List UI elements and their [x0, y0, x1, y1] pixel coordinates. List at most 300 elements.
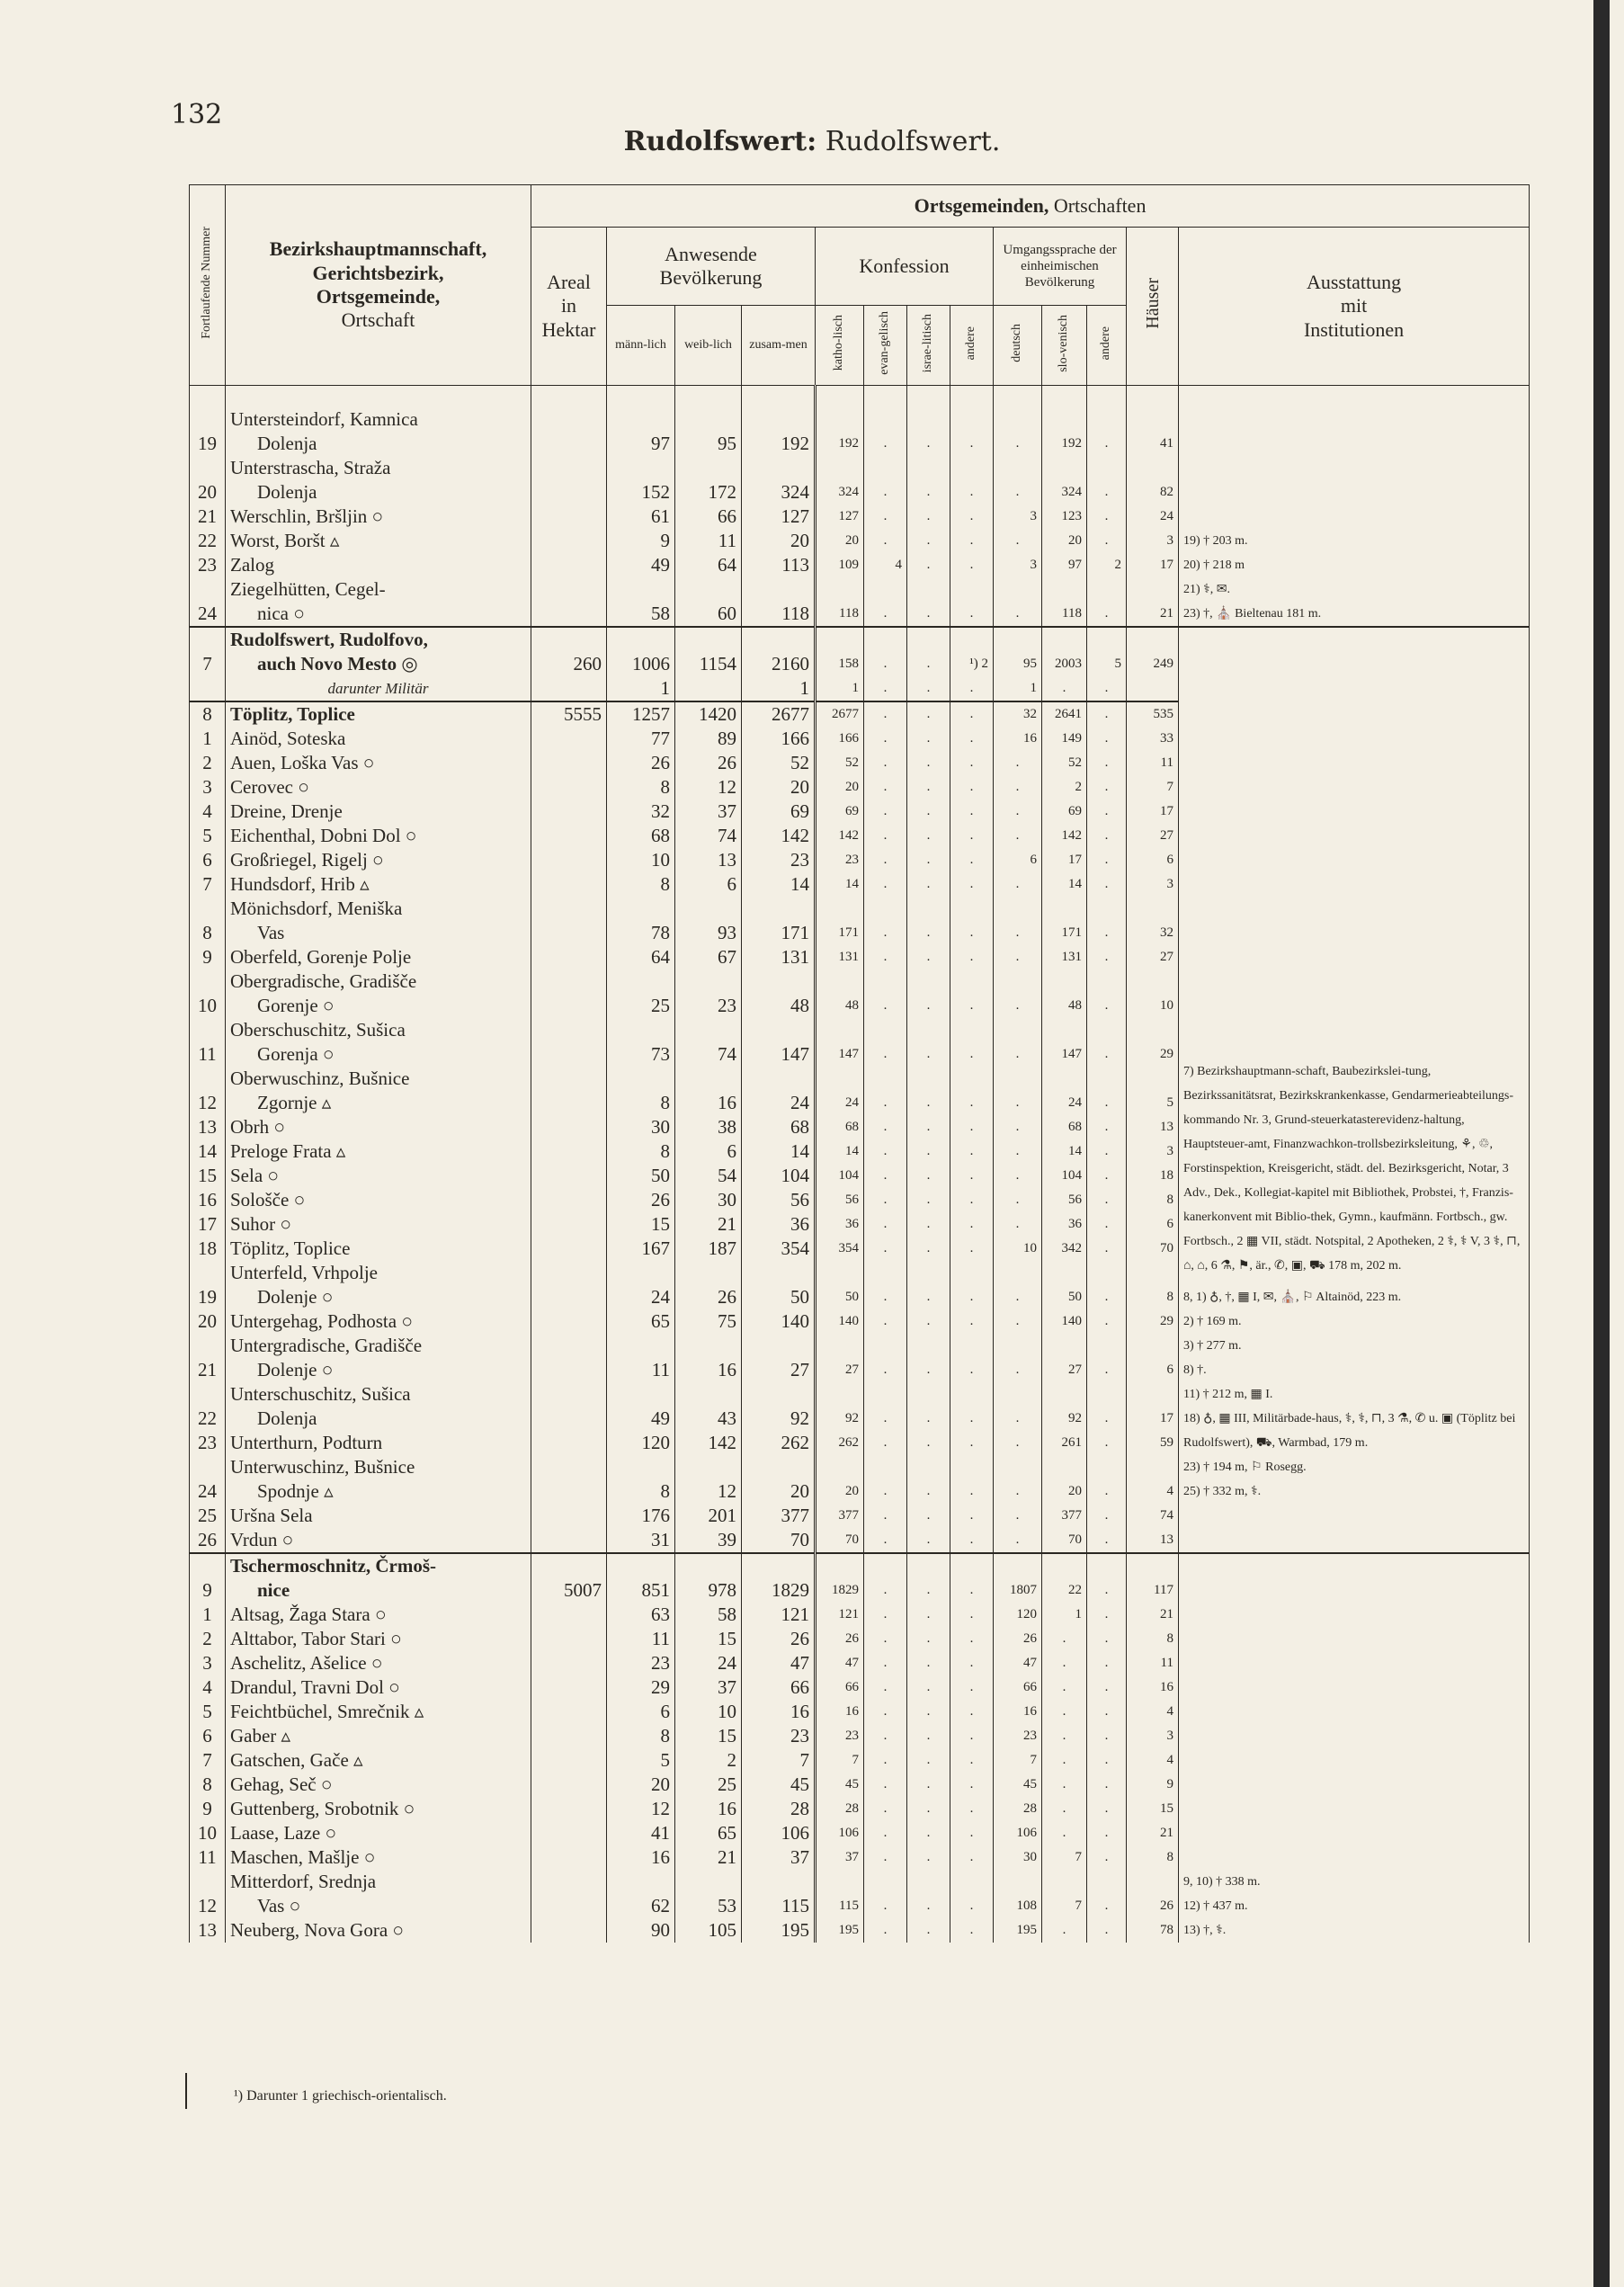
place-name-line1: Feichtbüchel, Smrečnik ▵ — [230, 1701, 424, 1722]
slovenisch-value: 24 — [1042, 1067, 1087, 1115]
place-name-line1: Oberschuschitz, Sušica — [230, 1019, 406, 1041]
place-name-line1: Oberfeld, Gorenje Polje — [230, 946, 412, 968]
haeuser-value: 11 — [1127, 751, 1179, 775]
header-konfession: Konfession — [816, 228, 994, 306]
place-name-line2: Dolenje ○ — [257, 1359, 334, 1380]
weiblich-value: 30 — [675, 1188, 742, 1212]
andere-sprache-value: . — [1087, 1018, 1127, 1067]
row-number: 21 — [190, 505, 226, 529]
slovenisch-value: 1 — [1042, 1603, 1087, 1627]
row-number: 5 — [190, 824, 226, 848]
haeuser-value: 17 — [1127, 800, 1179, 824]
place-name — [226, 577, 531, 627]
row-number — [190, 676, 226, 701]
zusammen-value: 262 — [742, 1431, 816, 1455]
place-name — [226, 1334, 531, 1382]
place-name-line1: Untersteindorf, Kamnica — [230, 408, 418, 430]
israelitisch-value: . — [907, 800, 950, 824]
table-row — [190, 627, 1530, 676]
andere-sprache-value: . — [1087, 872, 1127, 897]
place-name — [226, 872, 531, 897]
andere-konfession-value: . — [950, 456, 994, 505]
row-number: 3 — [190, 1651, 226, 1675]
maennlich-value: 10 — [607, 848, 675, 872]
andere-sprache-value: . — [1087, 727, 1127, 751]
andere-konfession-value: . — [950, 1334, 994, 1382]
page-number: 132 — [171, 99, 223, 130]
place-name-line1: Neuberg, Nova Gora ○ — [230, 1919, 405, 1941]
slovenisch-value: . — [1042, 1724, 1087, 1748]
maennlich-value: 29 — [607, 1675, 675, 1700]
maennlich-value: 64 — [607, 945, 675, 969]
deutsch-value: . — [994, 1067, 1042, 1115]
zusammen-value: 28 — [742, 1797, 816, 1821]
place-name — [226, 1504, 531, 1528]
areal-value — [531, 945, 607, 969]
haeuser-value: 18 — [1127, 1164, 1179, 1188]
place-name-line2: Gorenje ○ — [257, 995, 335, 1016]
slovenisch-value: . — [1042, 1773, 1087, 1797]
row-number: 21 — [190, 1334, 226, 1382]
deutsch-value: . — [994, 529, 1042, 553]
zusammen-value: 140 — [742, 1309, 816, 1334]
header-anwesende: Anwesende Bevölkerung — [607, 228, 816, 306]
israelitisch-value: . — [907, 1675, 950, 1700]
slovenisch-value: 48 — [1042, 969, 1087, 1018]
zusammen-value: 24 — [742, 1067, 816, 1115]
evangelisch-value: . — [864, 1139, 907, 1164]
zusammen-value: 171 — [742, 897, 816, 945]
maennlich-value: 24 — [607, 1261, 675, 1309]
place-name — [226, 1212, 531, 1237]
areal-value — [531, 1018, 607, 1067]
deutsch-value: 3 — [994, 553, 1042, 577]
page-title — [0, 126, 1624, 157]
row-number: 20 — [190, 456, 226, 505]
andere-sprache-value: . — [1087, 1797, 1127, 1821]
andere-sprache-value: . — [1087, 800, 1127, 824]
israelitisch-value: . — [907, 775, 950, 800]
slovenisch-value: 118 — [1042, 577, 1087, 627]
haeuser-value: 8 — [1127, 1845, 1179, 1870]
israelitisch-value: . — [907, 1139, 950, 1164]
place-name — [226, 1261, 531, 1309]
deutsch-value: 6 — [994, 848, 1042, 872]
slovenisch-value: 56 — [1042, 1188, 1087, 1212]
row-number: 18 — [190, 1237, 226, 1261]
areal-value — [531, 872, 607, 897]
maennlich-value: 176 — [607, 1504, 675, 1528]
row-number: 8 — [190, 701, 226, 727]
areal-value: 5555 — [531, 701, 607, 727]
zusammen-value: 68 — [742, 1115, 816, 1139]
weiblich-value: 74 — [675, 1018, 742, 1067]
andere-konfession-value: . — [950, 1115, 994, 1139]
israelitisch-value: . — [907, 1504, 950, 1528]
maennlich-value: 77 — [607, 727, 675, 751]
andere-sprache-value: . — [1087, 1139, 1127, 1164]
israelitisch-value: . — [907, 1212, 950, 1237]
place-name-line1: Worst, Boršt ▵ — [230, 530, 340, 551]
israelitisch-value: . — [907, 1528, 950, 1553]
maennlich-value: 65 — [607, 1309, 675, 1334]
evangelisch-value: . — [864, 848, 907, 872]
andere-sprache-value: . — [1087, 1773, 1127, 1797]
col-katholisch: katho-lisch — [816, 306, 864, 386]
evangelisch-value: . — [864, 529, 907, 553]
areal-value — [531, 1528, 607, 1553]
evangelisch-value: 4 — [864, 553, 907, 577]
row-number: 8 — [190, 1773, 226, 1797]
zusammen-value: 36 — [742, 1212, 816, 1237]
zusammen-value: 106 — [742, 1821, 816, 1845]
weiblich-value: 26 — [675, 1261, 742, 1309]
israelitisch-value: . — [907, 897, 950, 945]
slovenisch-value: . — [1042, 1651, 1087, 1675]
areal-value: 5007 — [531, 1553, 607, 1603]
place-name — [226, 1797, 531, 1821]
katholisch-value: 377 — [816, 1504, 864, 1528]
haeuser-value: 13 — [1127, 1528, 1179, 1553]
maennlich-value: 63 — [607, 1603, 675, 1627]
row-number: 13 — [190, 1918, 226, 1943]
zusammen-value: 7 — [742, 1748, 816, 1773]
zusammen-value: 14 — [742, 1139, 816, 1164]
place-name — [226, 1382, 531, 1431]
evangelisch-value: . — [864, 1261, 907, 1309]
evangelisch-value: . — [864, 1212, 907, 1237]
place-name — [226, 1067, 531, 1115]
israelitisch-value: . — [907, 1918, 950, 1943]
andere-sprache-value: . — [1087, 1164, 1127, 1188]
israelitisch-value: . — [907, 529, 950, 553]
evangelisch-value: . — [864, 407, 907, 456]
place-name-line2: Vas — [257, 922, 285, 943]
maennlich-value: 8 — [607, 1455, 675, 1504]
israelitisch-value: . — [907, 1431, 950, 1455]
evangelisch-value: . — [864, 1748, 907, 1773]
andere-sprache-value: . — [1087, 1845, 1127, 1870]
andere-sprache-value: . — [1087, 577, 1127, 627]
place-name — [226, 1115, 531, 1139]
haeuser-value: 82 — [1127, 456, 1179, 505]
areal-value — [531, 1700, 607, 1724]
haeuser-value: 32 — [1127, 897, 1179, 945]
row-number: 16 — [190, 1188, 226, 1212]
haeuser-value: 3 — [1127, 872, 1179, 897]
andere-sprache-value: . — [1087, 1261, 1127, 1309]
deutsch-value: 1 — [994, 676, 1042, 701]
row-number: 2 — [190, 751, 226, 775]
haeuser-value: 70 — [1127, 1237, 1179, 1261]
place-name — [226, 701, 531, 727]
areal-value — [531, 1845, 607, 1870]
weiblich-value: 37 — [675, 800, 742, 824]
deutsch-value: . — [994, 1139, 1042, 1164]
andere-konfession-value: . — [950, 824, 994, 848]
areal-value — [531, 1212, 607, 1237]
col-ausstattung: Ausstattung mit Institutionen — [1179, 228, 1530, 386]
deutsch-value: 66 — [994, 1675, 1042, 1700]
andere-konfession-value: . — [950, 529, 994, 553]
row-number: 4 — [190, 800, 226, 824]
israelitisch-value: . — [907, 1748, 950, 1773]
slovenisch-value: . — [1042, 1700, 1087, 1724]
israelitisch-value: . — [907, 872, 950, 897]
andere-konfession-value: . — [950, 727, 994, 751]
row-number: 8 — [190, 897, 226, 945]
weiblich-value: 26 — [675, 751, 742, 775]
israelitisch-value: . — [907, 1164, 950, 1188]
slovenisch-value: 7 — [1042, 1845, 1087, 1870]
evangelisch-value: . — [864, 1603, 907, 1627]
zusammen-value: 52 — [742, 751, 816, 775]
place-name-line1: Oberwuschinz, Bušnice — [230, 1068, 410, 1089]
israelitisch-value: . — [907, 1261, 950, 1309]
place-name-line2: Spodnje ▵ — [257, 1480, 334, 1502]
place-name — [226, 969, 531, 1018]
areal-value — [531, 1382, 607, 1431]
andere-konfession-value: . — [950, 751, 994, 775]
katholisch-value: 131 — [816, 945, 864, 969]
place-name — [226, 1870, 531, 1918]
andere-konfession-value: . — [950, 1627, 994, 1651]
weiblich-value: 64 — [675, 553, 742, 577]
row-number: 6 — [190, 848, 226, 872]
place-name-line1: darunter Militär — [327, 680, 429, 697]
place-name-line1: Untergehag, Podhosta ○ — [230, 1310, 414, 1332]
evangelisch-value: . — [864, 945, 907, 969]
slovenisch-value: . — [1042, 1675, 1087, 1700]
institutions-note: 9, 10) † 338 m. 12) † 437 m. 13) †, ⚕. — [1179, 1553, 1530, 1943]
deutsch-value: . — [994, 897, 1042, 945]
weiblich-value: 60 — [675, 577, 742, 627]
col-evangelisch: evan-gelisch — [864, 306, 907, 386]
andere-sprache-value: . — [1087, 1603, 1127, 1627]
zusammen-value: 118 — [742, 577, 816, 627]
zusammen-value: 69 — [742, 800, 816, 824]
israelitisch-value: . — [907, 1724, 950, 1748]
andere-konfession-value: . — [950, 1797, 994, 1821]
zusammen-value: 324 — [742, 456, 816, 505]
weiblich-value: 39 — [675, 1528, 742, 1553]
haeuser-value: 4 — [1127, 1748, 1179, 1773]
evangelisch-value: . — [864, 1334, 907, 1382]
katholisch-value: 118 — [816, 577, 864, 627]
place-name-line2: Zgornje ▵ — [257, 1092, 332, 1113]
deutsch-value: 16 — [994, 727, 1042, 751]
israelitisch-value: . — [907, 1188, 950, 1212]
areal-value — [531, 1504, 607, 1528]
place-name — [226, 1018, 531, 1067]
evangelisch-value: . — [864, 897, 907, 945]
deutsch-value: . — [994, 1164, 1042, 1188]
slovenisch-value: 92 — [1042, 1382, 1087, 1431]
areal-value — [531, 775, 607, 800]
areal-value — [531, 824, 607, 848]
slovenisch-value: 261 — [1042, 1431, 1087, 1455]
deutsch-value: 106 — [994, 1821, 1042, 1845]
weiblich-value: 58 — [675, 1603, 742, 1627]
place-name — [226, 676, 531, 701]
andere-sprache-value: . — [1087, 1553, 1127, 1603]
zusammen-value: 2677 — [742, 701, 816, 727]
slovenisch-value: 50 — [1042, 1261, 1087, 1309]
place-name-line2: auch Novo Mesto ◎ — [257, 653, 418, 674]
zusammen-value: 16 — [742, 1700, 816, 1724]
israelitisch-value: . — [907, 1603, 950, 1627]
row-number: 4 — [190, 1675, 226, 1700]
weiblich-value: 66 — [675, 505, 742, 529]
deutsch-value: . — [994, 1528, 1042, 1553]
andere-sprache-value: . — [1087, 824, 1127, 848]
zusammen-value: 127 — [742, 505, 816, 529]
slovenisch-value: 2 — [1042, 775, 1087, 800]
andere-sprache-value: . — [1087, 1067, 1127, 1115]
evangelisch-value: . — [864, 1431, 907, 1455]
israelitisch-value: . — [907, 751, 950, 775]
weiblich-value: 25 — [675, 1773, 742, 1797]
haeuser-value: 16 — [1127, 1675, 1179, 1700]
title-rest: Rudolfswert. — [816, 126, 1001, 157]
haeuser-value — [1127, 676, 1179, 701]
place-name — [226, 1603, 531, 1627]
katholisch-value: 147 — [816, 1018, 864, 1067]
haeuser-value: 21 — [1127, 1821, 1179, 1845]
place-name — [226, 627, 531, 676]
andere-sprache-value: . — [1087, 1675, 1127, 1700]
areal-value — [531, 1797, 607, 1821]
haeuser-value: 78 — [1127, 1918, 1179, 1943]
andere-konfession-value: . — [950, 1188, 994, 1212]
weiblich-value: 15 — [675, 1724, 742, 1748]
deutsch-value: 47 — [994, 1651, 1042, 1675]
haeuser-value: 8 — [1127, 1188, 1179, 1212]
place-name-line1: Suhor ○ — [230, 1213, 292, 1235]
place-name — [226, 1845, 531, 1870]
israelitisch-value: . — [907, 505, 950, 529]
evangelisch-value: . — [864, 969, 907, 1018]
andere-sprache-value: . — [1087, 1700, 1127, 1724]
place-name — [226, 751, 531, 775]
place-name — [226, 1773, 531, 1797]
evangelisch-value: . — [864, 800, 907, 824]
andere-konfession-value: . — [950, 1261, 994, 1309]
israelitisch-value: . — [907, 848, 950, 872]
slovenisch-value: 377 — [1042, 1504, 1087, 1528]
place-name — [226, 1627, 531, 1651]
maennlich-value: 20 — [607, 1773, 675, 1797]
place-name — [226, 945, 531, 969]
andere-konfession-value: . — [950, 1700, 994, 1724]
row-number: 25 — [190, 1504, 226, 1528]
slovenisch-value: 104 — [1042, 1164, 1087, 1188]
israelitisch-value: . — [907, 1870, 950, 1918]
maennlich-value: 90 — [607, 1918, 675, 1943]
place-name-line2: Dolenja — [257, 433, 317, 454]
areal-value — [531, 1627, 607, 1651]
weiblich-value: 54 — [675, 1164, 742, 1188]
haeuser-value: 3 — [1127, 529, 1179, 553]
place-name-line1: Unterwuschinz, Bušnice — [230, 1456, 415, 1478]
andere-konfession-value: ¹) 2 — [950, 627, 994, 676]
table-left-rule — [185, 2073, 187, 2109]
evangelisch-value: . — [864, 1675, 907, 1700]
place-name-line1: Cerovec ○ — [230, 776, 309, 798]
place-name-line1: Gatschen, Gače ▵ — [230, 1749, 363, 1771]
haeuser-value: 7 — [1127, 775, 1179, 800]
katholisch-value: 45 — [816, 1773, 864, 1797]
katholisch-value: 2677 — [816, 701, 864, 727]
deutsch-value: . — [994, 800, 1042, 824]
haeuser-value: 10 — [1127, 969, 1179, 1018]
haeuser-value: 535 — [1127, 701, 1179, 727]
andere-sprache-value: . — [1087, 1115, 1127, 1139]
andere-sprache-value: . — [1087, 848, 1127, 872]
zusammen-value: 27 — [742, 1334, 816, 1382]
place-name — [226, 727, 531, 751]
israelitisch-value: . — [907, 1651, 950, 1675]
areal-value — [531, 1188, 607, 1212]
maennlich-value: 15 — [607, 1212, 675, 1237]
katholisch-value: 1 — [816, 676, 864, 701]
katholisch-value: 37 — [816, 1845, 864, 1870]
deutsch-value: 7 — [994, 1748, 1042, 1773]
evangelisch-value: . — [864, 1797, 907, 1821]
col-maennlich: männ-lich — [607, 306, 675, 386]
institutions-note: 19) † 203 m. 20) † 218 m 21) ⚕, ✉. 23) †, ⛪ Bieltenau 181 m. — [1179, 407, 1530, 627]
areal-value — [531, 1748, 607, 1773]
deutsch-value: 32 — [994, 701, 1042, 727]
israelitisch-value: . — [907, 1067, 950, 1115]
weiblich-value: 89 — [675, 727, 742, 751]
weiblich-value: 201 — [675, 1504, 742, 1528]
col-slovenisch: slo-venisch — [1042, 306, 1087, 386]
row-number: 20 — [190, 1309, 226, 1334]
row-number: 19 — [190, 407, 226, 456]
zusammen-value: 26 — [742, 1627, 816, 1651]
maennlich-value: 851 — [607, 1553, 675, 1603]
slovenisch-value: 2641 — [1042, 701, 1087, 727]
haeuser-value: 249 — [1127, 627, 1179, 676]
place-name-line2: Dolenja — [257, 481, 317, 503]
areal-value — [531, 577, 607, 627]
deutsch-value: 28 — [994, 1797, 1042, 1821]
zusammen-value: 37 — [742, 1845, 816, 1870]
areal-value — [531, 1164, 607, 1188]
deutsch-value: . — [994, 1018, 1042, 1067]
weiblich-value: 10 — [675, 1700, 742, 1724]
katholisch-value: 47 — [816, 1651, 864, 1675]
israelitisch-value: . — [907, 1627, 950, 1651]
weiblich-value: 172 — [675, 456, 742, 505]
col-areal: Areal in Hektar — [531, 228, 607, 386]
place-name — [226, 1139, 531, 1164]
andere-konfession-value: . — [950, 407, 994, 456]
slovenisch-value: 142 — [1042, 824, 1087, 848]
row-number: 14 — [190, 1139, 226, 1164]
areal-value — [531, 1724, 607, 1748]
andere-konfession-value: . — [950, 1845, 994, 1870]
zusammen-value: 20 — [742, 529, 816, 553]
areal-value — [531, 1261, 607, 1309]
andere-sprache-value: . — [1087, 505, 1127, 529]
place-name — [226, 1748, 531, 1773]
haeuser-value: 29 — [1127, 1018, 1179, 1067]
areal-value — [531, 1237, 607, 1261]
weiblich-value: 6 — [675, 872, 742, 897]
place-name-line1: Rudolfswert, Rudolfovo, — [230, 629, 428, 650]
